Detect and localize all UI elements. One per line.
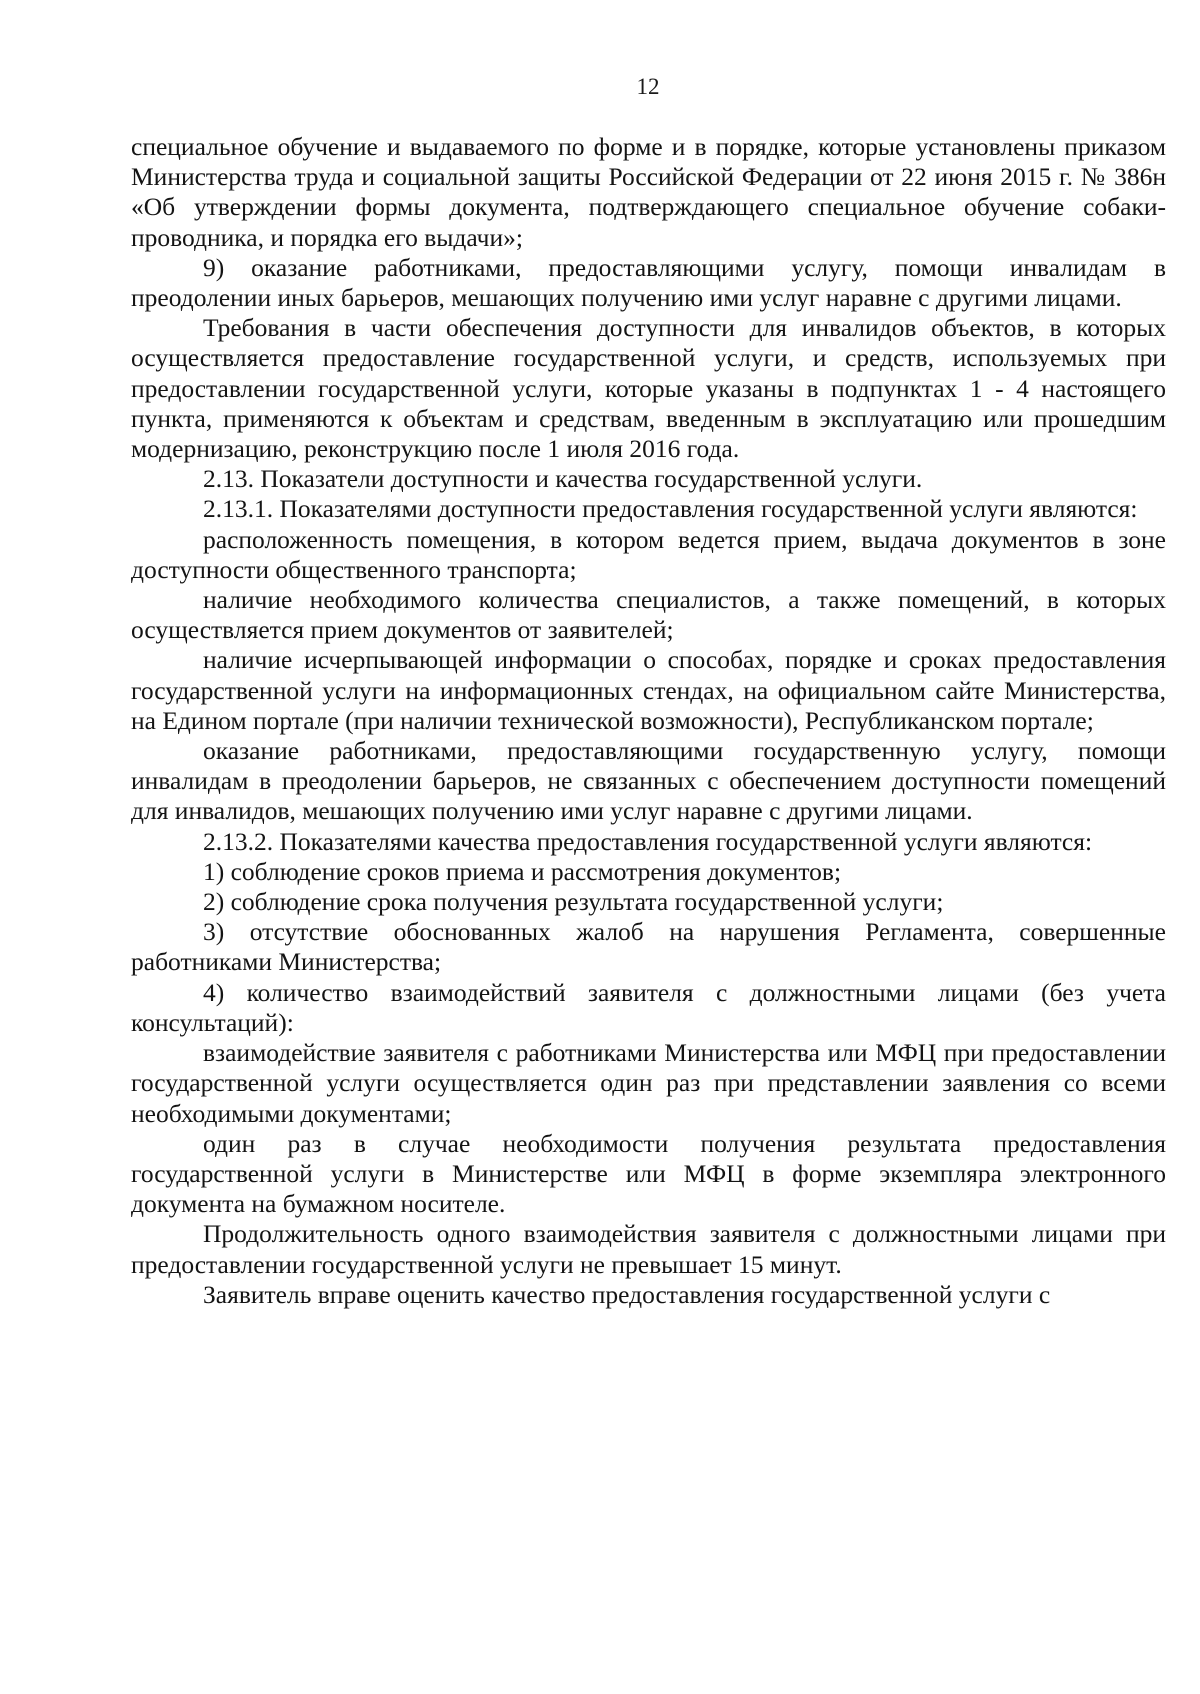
paragraph: 2.13.1. Показателями доступности предоставления государственной услуги являются:	[203, 494, 1138, 524]
page-number: 12	[636, 74, 660, 99]
paragraph: Продолжительность одного взаимодействия заявителя с должностными лицами при предоставлении государственной услуги не превышает 15 минут.	[131, 1219, 1166, 1279]
section-heading: 2.13. Показатели доступности и качества государственной услуги.	[203, 464, 923, 494]
paragraph: расположенность помещения, в котором ведется прием, выдача документов в зоне доступности общественного транспорта;	[131, 524, 1166, 584]
paragraph: оказание работниками, предоставляющими государственную услугу, помощи инвалидам в преодолении барьеров, не связанных с обеспечением доступности помещений для инвалидов, мешающих получению ими услуг наравне с другими лицами.	[131, 736, 1166, 826]
paragraph: Требования в части обеспечения доступности для инвалидов объектов, в которых осуществляется предоставление государственной услуги, и средств, используемых при предоставлении государственной услуги, которые указаны в подпунктах 1 - 4 настоящего пункта, применяются к объектам и средствам, введенным в эксплуатацию или прошедшим модернизацию, реконструкцию после 1 июля 2016 года.	[131, 313, 1166, 464]
list-item: 1) соблюдение сроков приема и рассмотрения документов;	[203, 856, 842, 886]
paragraph: 9) оказание работниками, предоставляющими услугу, помощи инвалидам в преодолении иных барьеров, мешающих получению ими услуг наравне с другими лицами.	[131, 252, 1166, 313]
paragraph: Заявитель вправе оценить качество предоставления государственной услуги с	[203, 1279, 1051, 1309]
list-item: 2) соблюдение срока получения результата государственной услуги;	[203, 887, 944, 917]
paragraph: наличие исчерпывающей информации о способах, порядке и сроках предоставления государственной услуги на информационных стендах, на официальном сайте Министерства, на Едином портале (при наличии технической возможности), Республиканском портале;	[131, 645, 1166, 735]
paragraph: 2.13.2. Показателями качества предоставления государственной услуги являются:	[203, 826, 1093, 856]
paragraph: один раз в случае необходимости получения результата предоставления государственной услуги в Министерстве или МФЦ в форме экземпляра электронного документа на бумажном носителе.	[131, 1128, 1166, 1219]
paragraph: взаимодействие заявителя с работниками Министерства или МФЦ при предоставлении государственной услуги осуществляется один раз при представлении заявления со всеми необходимыми документами;	[131, 1038, 1166, 1128]
list-item: 4) количество взаимодействий заявителя с должностными лицами (без учета консультаций):	[131, 977, 1166, 1037]
document-body	[131, 132, 1166, 1310]
paragraph: специальное обучение и выдаваемого по форме и в порядке, которые установлены приказом Министерства труда и социальной защиты Российской Федерации от 22 июня 2015 г. № 386н «Об утверждении формы документа, подтверждающего специальное обучение собаки-проводника, и порядка его выдачи»;	[131, 132, 1166, 252]
list-item: 3) отсутствие обоснованных жалоб на нарушения Регламента, совершенные работниками Министерства;	[131, 917, 1166, 977]
paragraph: наличие необходимого количества специалистов, а также помещений, в которых осуществляется прием документов от заявителей;	[131, 585, 1166, 645]
